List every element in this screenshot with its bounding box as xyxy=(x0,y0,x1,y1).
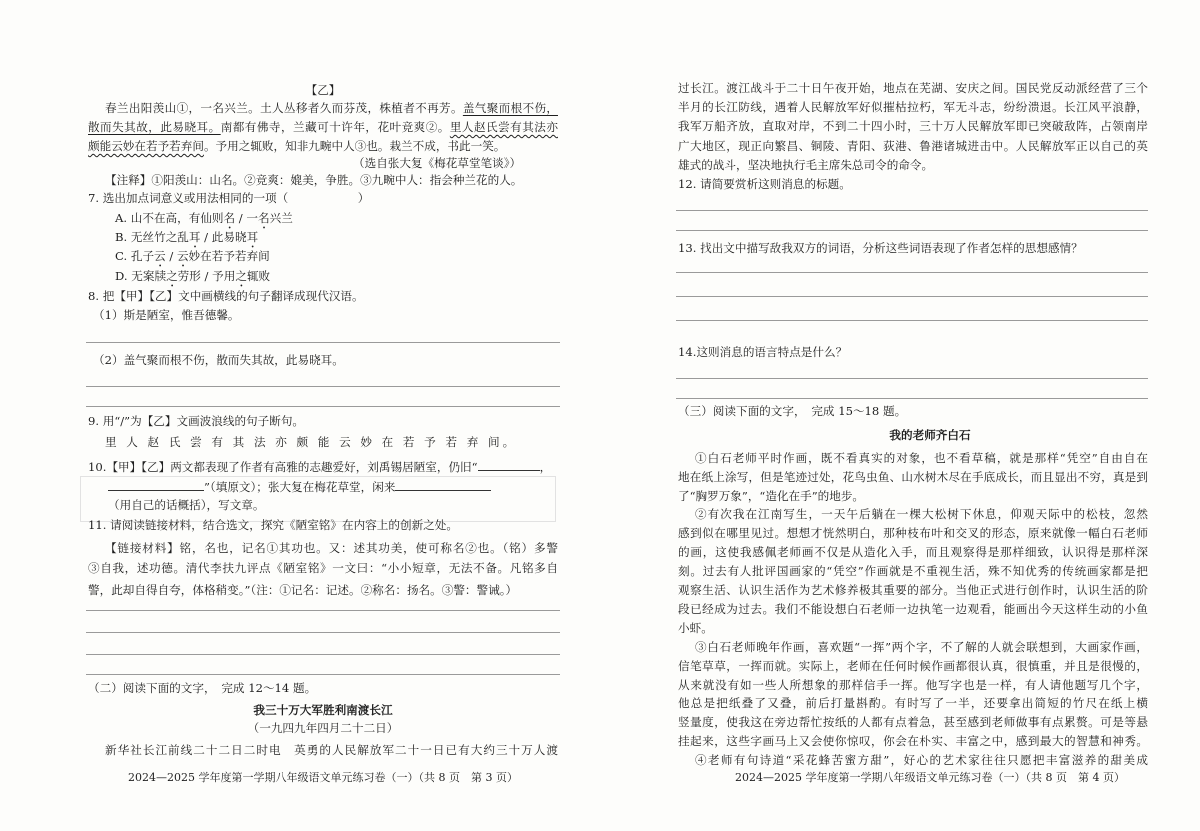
option-text: 无丝竹之乱 xyxy=(130,230,189,244)
answer-line xyxy=(676,296,1148,297)
answer-line xyxy=(86,406,560,407)
essay-line: ①白石老师平时作画，既不看真实的对象，也不看草稿，就是那样“凭空”自由自在 xyxy=(695,451,1148,465)
news-body-line: 过长江。渡江战斗于二十日午夜开始，地点在芜湖、安庆之间。国民党反动派经营了三个 xyxy=(678,81,1148,95)
passage-line xyxy=(88,119,558,135)
dotted-word: 云 xyxy=(154,249,166,263)
answer-line xyxy=(86,386,560,387)
essay-line: 地在纸上涂写，但是笔迹过处，花鸟虫鱼、山水树木尽在手底成长，而且显出不穷，真是到 xyxy=(678,470,1148,484)
dotted-word: 云 xyxy=(176,249,189,263)
answer-line xyxy=(676,272,1148,273)
answer-line xyxy=(676,210,1148,211)
page-footer: 2024—2025 学年度第一学期八年级语文单元练习卷（一）（共 8 页 第 4 页） xyxy=(735,771,1125,784)
essay-line: 刻。过去有人批评国画家的“凭空”作画就是不重视生活，殊不知优秀的传统画家都是把 xyxy=(678,564,1148,578)
question-10-text: ， xyxy=(539,460,552,474)
answer-line xyxy=(86,654,560,655)
option-letter: A. xyxy=(115,211,128,225)
section-2-header: （二）阅读下面的文字， 完成 12～14 题。 xyxy=(88,681,317,695)
question-10-text: 10.【甲】【乙】两文都表现了作者有高雅的志趣爱好，刘禹锡居陋室，仍旧“ xyxy=(88,460,478,474)
section-3-header: （三）阅读下面的文字， 完成 15～18 题。 xyxy=(678,404,907,418)
essay-line: 感到似在哪里见过。想想才恍然明白，那种枝布叶和交叉的形态，原来就像一幅白石老师 xyxy=(678,526,1148,540)
wavy-underlined-sentence: 里人赵氏尝有其法亦 xyxy=(449,120,558,134)
wavy-underlined-sentence: 颇能云妙在若予若弃间 xyxy=(88,139,204,153)
option-text: 妙在若予若弃间 xyxy=(188,249,270,263)
passage-line xyxy=(88,138,558,154)
underlined-sentence: 散而失其故，此易晓耳。 xyxy=(88,120,221,134)
link-material-line: 【链接材料】铭，名也，记名①其功也。又：述其功美，使可称名②也。（铭）多警 xyxy=(105,541,558,555)
essay-line: 挂起来，这些字画马上又会使你惊叹，你会在朴实、丰富之中，感到最大的智慧和神秀。 xyxy=(678,734,1148,748)
option-letter: D. xyxy=(115,269,128,283)
option-letter: B. xyxy=(115,230,128,244)
passage-text: 。予用之辄败，知非九畹中人③也。栽兰不成，书此一笑。 xyxy=(203,139,506,153)
question-7-stem: 7. 选出加点词意义或用法相同的一项（ ） xyxy=(88,191,370,205)
answer-line xyxy=(86,342,560,343)
essay-line: ③白石老师晚年作画，喜欢题“一挥”两个字，不了解的人就会联想到，大画家作画， xyxy=(695,640,1148,654)
question-8-stem: 8. 把【甲】【乙】文中画横线的句子翻译成现代汉语。 xyxy=(88,289,364,303)
option-text: 山不在高，有仙则 xyxy=(130,211,224,225)
essay-line: 竖量度，使我这在旁边帮忙按纸的人都有点着急，甚至感到老师做事有点累赘。可是等悬 xyxy=(678,715,1148,729)
option-text: 孔子 xyxy=(130,249,155,263)
option-text: / 此易晓 xyxy=(200,230,247,244)
link-material-line: ③自我，述功德。清代李扶九评点《陋室铭》一文曰：“小小短章，无法不备。凡铭多自 xyxy=(88,561,558,575)
passage-notes: 【注释】①阳羡山：山名。②竞爽：媲美，争胜。③九畹中人：指会种兰花的人。 xyxy=(105,173,523,187)
section-label-yi: 【乙】 xyxy=(305,83,341,97)
option-text: 辄败 xyxy=(246,269,271,283)
option-text: 劳形 / 予用 xyxy=(177,269,236,283)
passage-text: 春兰出阳羡山①，一名兴兰。土人丛移者久而芬茂，株植者不再芳。 xyxy=(105,101,463,115)
question-7-option-b xyxy=(115,229,258,245)
answer-line xyxy=(86,632,560,633)
essay-line: 观察生活、认识生活作为艺术修养极其重要的部分。当他正式进行创作时，认识生活的阶 xyxy=(678,583,1148,597)
fill-in-blank xyxy=(478,458,540,471)
question-7-option-c xyxy=(115,248,270,264)
option-text: 无案牍 xyxy=(131,269,167,283)
link-material-line: 警，此却自得自夸，体格稍变。”（注：①记名：记述。②称名：扬名。③警：警诫。） xyxy=(88,583,518,597)
dotted-word: 名 xyxy=(258,211,270,225)
essay-title: 我的老师齐白石 xyxy=(889,428,971,442)
answer-line xyxy=(86,674,560,675)
essay-line: ②有次我在江南写生，一天午后躺在一棵大松树下休息，仰观天际中的松枝，忽然 xyxy=(695,507,1148,521)
option-text: / 一 xyxy=(235,211,258,225)
question-10-line-3: （用自己的话概括），写文章。 xyxy=(108,498,265,512)
passage-text: 南都有佛寺，兰藏可十许年，花叶竞爽②。 xyxy=(220,120,450,134)
essay-line: ④老师有句诗道“采花蜂苦蜜方甜”，好心的艺术家往往只愿把丰富滋养的甜美成 xyxy=(695,753,1148,767)
dotted-word: 耳 xyxy=(246,230,259,244)
essay-line: 段已经成为过去。我们不能设想白石老师一边执笔一边观看，能画出今天这样生动的小鱼 xyxy=(678,602,1148,616)
underlined-sentence: 盖气聚而根不伤， xyxy=(462,101,558,115)
question-10-line-1 xyxy=(88,458,558,474)
fill-in-blank xyxy=(395,478,491,491)
essay-line: 信笔草草，一挥而就。实际上，老师在任何时候作画都很认真，很慎重，并且是很慢的， xyxy=(678,659,1148,673)
question-9-stem: 9. 用“/”为【乙】文画波浪线的句子断句。 xyxy=(88,414,305,428)
dotted-word: 之 xyxy=(166,269,178,283)
news-title: 我三十万大军胜利南渡长江 xyxy=(253,703,393,717)
answer-line xyxy=(86,610,560,611)
question-12: 12. 请简要赏析这则消息的标题。 xyxy=(678,177,851,191)
essay-line: 了“胸罗万象”，“造化在手”的地步。 xyxy=(678,489,865,503)
question-8-sub-1: （1）斯是陋室，惟吾德馨。 xyxy=(93,308,240,322)
answer-line xyxy=(676,320,1148,321)
answer-line xyxy=(676,230,1148,231)
question-7-option-a xyxy=(115,210,293,226)
question-14: 14.这则消息的语言特点是什么？ xyxy=(678,345,848,359)
exam-page-4 xyxy=(600,0,1200,831)
question-11-stem: 11. 请阅读链接材料，结合选文，探究《陋室铭》在内容上的创新之处。 xyxy=(88,518,458,532)
news-date: （一九四九年四月二十二日） xyxy=(247,721,399,735)
question-10-text: ”（填原文）；张大复在梅花草堂，闲来 xyxy=(204,480,396,494)
news-lead: 新华社长江前线二十二日二时电 英勇的人民解放军二十一日已有大约三十万人渡 xyxy=(105,743,558,757)
passage-line xyxy=(88,100,558,116)
question-13: 13. 找出文中描写敌我双方的词语，分析这些词语表现了作者怎样的思想感情？ xyxy=(678,241,1083,255)
fill-in-blank xyxy=(108,478,204,491)
question-9-sentence: 里 人 赵 氏 尝 有 其 法 亦 颇 能 云 妙 在 若 予 若 弃 间。 xyxy=(105,435,518,449)
answer-line xyxy=(676,378,1148,379)
question-10-line-2 xyxy=(108,478,491,494)
essay-line: 的画，这使我感佩老师画不仅是从造化入手，而且观察得是那样细致，认识得是那样深 xyxy=(678,545,1148,559)
option-text: / xyxy=(165,249,177,263)
news-body-line: 半月的长江防线，遇着人民解放军好似摧枯拉朽，军无斗志，纷纷溃退。长江风平浪静， xyxy=(678,100,1148,114)
news-body-line: 我军万船齐放，直取对岸，不到二十四小时，三十万人民解放军即已突破敌阵，占领南岸 xyxy=(678,119,1148,133)
question-7-option-d xyxy=(115,268,270,284)
essay-line: 小虾。 xyxy=(678,621,713,635)
essay-line: 他总是把纸叠了又叠，前后打量斟酌。有时写了一半，还要拿出简短的竹尺在纸上横 xyxy=(678,696,1148,710)
passage-source: （选自张大复《梅花草堂笔谈》） xyxy=(353,156,522,170)
answer-line xyxy=(676,398,1148,399)
news-body-line: 雄式的战斗，坚决地执行毛主席朱总司令的命令。 xyxy=(678,158,934,172)
essay-line: 从来就没有如一些人所想象的那样信手一挥。他写字也是一样，有人请他题写几个字， xyxy=(678,678,1148,692)
news-body-line: 广大地区，现正向繁昌、铜陵、青阳、荻港、鲁港诸城进击中。人民解放军正以自己的英 xyxy=(678,139,1148,153)
option-text: 兴兰 xyxy=(269,211,293,225)
dotted-word: 之 xyxy=(235,269,247,283)
option-letter: C. xyxy=(115,249,128,263)
question-8-sub-2: （2）盖气聚而根不伤，散而失其故，此易晓耳。 xyxy=(93,353,344,367)
page-footer: 2024—2025 学年度第一学期八年级语文单元练习卷（一）（共 8 页 第 3 页） xyxy=(128,771,518,784)
dotted-word: 耳 xyxy=(188,230,201,244)
dotted-word: 名 xyxy=(223,211,236,225)
